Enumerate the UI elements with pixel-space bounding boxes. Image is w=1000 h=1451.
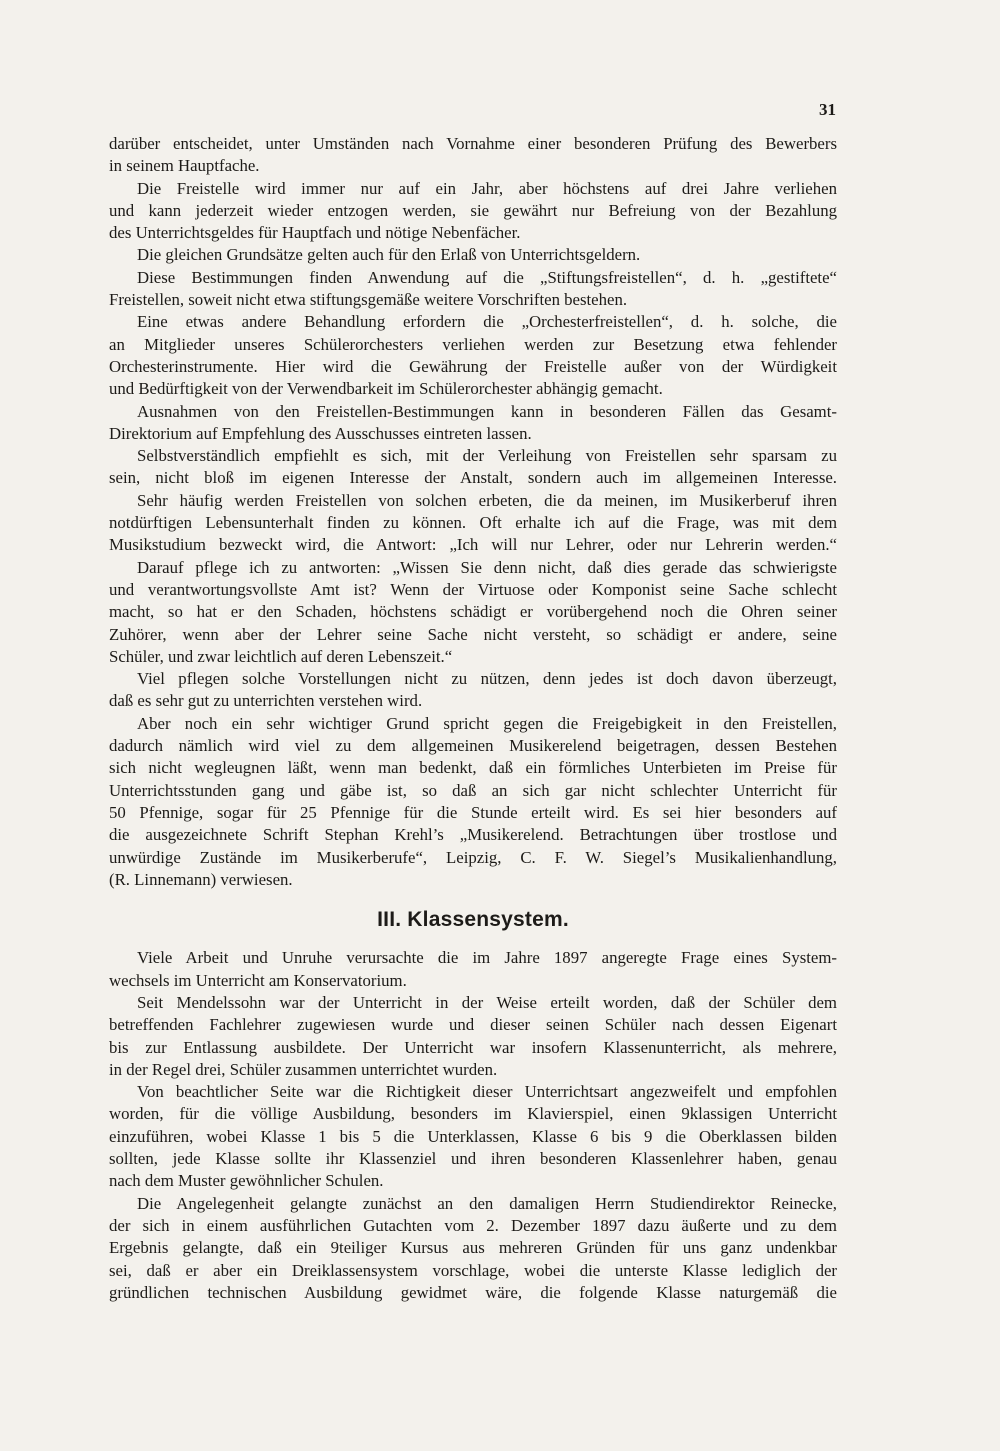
text-line: und Bedürftigkeit von der Verwendbarkeit im Schülerorchester abhängig gemacht. — [109, 379, 663, 399]
text-line: betreffenden Fachlehrer zugewiesen wurde und dieser seinen Schüler nach dessen Eigenart — [109, 1015, 837, 1035]
text-line: Ausnahmen von den Freistellen-Bestimmungen kann in besonderen Fällen das Gesamt- — [137, 401, 837, 421]
text-line: macht, so hat er den Schaden, höchstens schädigt er vorübergehend noch die Ohren seiner — [109, 602, 837, 622]
text-line: an Mitglieder unseres Schülerorchesters verliehen werden zur Besetzung etwa fehlender — [109, 334, 837, 354]
text-line: Selbstverständlich empfiehlt es sich, mit der Verleihung von Freistellen sehr sparsam zu — [137, 446, 837, 466]
text-line: gründlichen technischen Ausbildung gewidmet wäre, die folgende Klasse naturgemäß die — [109, 1282, 837, 1302]
text-line: nach dem Muster gewöhnlicher Schulen. — [109, 1171, 384, 1191]
text-line: Die Freistelle wird immer nur auf ein Jahr, aber höchstens auf drei Jahre verliehen — [137, 178, 837, 198]
text-line: in seinem Hauptfache. — [109, 156, 260, 176]
text-line: Unterrichtsstunden gang und gäbe ist, so daß an sich gar nicht schlechter Unterricht für — [109, 780, 837, 800]
text-section-freistellen — [109, 133, 837, 891]
text-line: einzuführen, wobei Klasse 1 bis 5 die Unterklassen, Klasse 6 bis 9 die Oberklassen bilden — [109, 1126, 837, 1146]
text-line: Freistellen, soweit nicht etwa stiftungsgemäße weitere Vorschriften bestehen. — [109, 290, 628, 310]
text-line: Musikstudium bezweckt wird, die Antwort: „Ich will nur Lehrer, oder nur Lehrerin werden.“ — [109, 535, 837, 555]
text-line: und kann jederzeit wieder entzogen werden, sie gewährt nur Befreiung von der Bezahlung — [109, 200, 837, 220]
text-line: darüber entscheidet, unter Umständen nach Vornahme einer besonderen Prüfung des Bewerbers — [109, 134, 837, 153]
text-line: worden, für die völlige Ausbildung, besonders im Klavierspiel, einen 9klassigen Unterricht — [109, 1104, 837, 1124]
text-line: wechsels im Unterricht am Konservatorium. — [109, 970, 407, 990]
text-line: Ergebnis gelangte, daß ein 9teiliger Kursus aus mehreren Gründen für uns ganz undenkbar — [109, 1238, 837, 1258]
text-section-klassensystem — [109, 947, 837, 1304]
text-line: Seit Mendelssohn war der Unterricht in der Weise erteilt worden, daß der Schüler dem — [137, 992, 837, 1012]
text-line: Von beachtlicher Seite war die Richtigkeit dieser Unterrichtsart angezweifelt und empfohlen — [137, 1082, 837, 1102]
text-line: 50 Pfennige, sogar für 25 Pfennige für die Stunde erteilt wird. Es sei hier besonders auf — [109, 802, 837, 822]
text-line: Eine etwas andere Behandlung erfordern die „Orchesterfreistellen“, d. h. solche, die — [137, 312, 837, 332]
text-line: der sich in einem ausführlichen Gutachten vom 2. Dezember 1897 dazu äußerte und zu dem — [109, 1215, 837, 1235]
text-line: Orchesterinstrumente. Hier wird die Gewährung der Freistelle außer von der Würdigkeit — [109, 356, 837, 376]
text-line: unwürdige Zustände im Musikerberufe“, Leipzig, C. F. W. Siegel’s Musikalienhandlung, — [109, 847, 837, 867]
text-line: notdürftigen Lebensunterhalt finden zu können. Oft erhalte ich auf die Frage, was mit dem — [109, 513, 837, 533]
section-heading: III. Klassensystem. — [377, 908, 569, 932]
text-line: Viel pflegen solche Vorstellungen nicht zu nützen, denn jedes ist doch davon überzeugt, — [137, 669, 837, 689]
text-line: Direktorium auf Empfehlung des Ausschusses eintreten lassen. — [109, 423, 532, 443]
text-line: (R. Linnemann) verwiesen. — [109, 869, 293, 889]
text-line: Die gleichen Grundsätze gelten auch für den Erlaß von Unterrichtsgeldern. — [137, 245, 641, 265]
text-line: Zuhörer, wenn aber der Lehrer seine Sache nicht versteht, so schädigt er andere, seine — [109, 624, 837, 644]
text-line: Schüler, und zwar leichtlich auf deren Lebenszeit.“ — [109, 646, 453, 666]
text-line: die ausgezeichnete Schrift Stephan Krehl’s „Musikerelend. Betrachtungen über trostlose und — [109, 825, 837, 845]
text-line: Darauf pflege ich zu antworten: „Wissen Sie denn nicht, daß dies gerade das schwierigste — [137, 557, 837, 577]
text-line: sollten, jede Klasse sollte ihr Klassenziel und ihren besonderen Klassenlehrer haben, genau — [109, 1149, 837, 1169]
text-line: Die Angelegenheit gelangte zunächst an den damaligen Herrn Studiendirektor Reinecke, — [137, 1193, 837, 1213]
body-text — [109, 133, 837, 1304]
text-line: dadurch nämlich wird viel zu dem allgemeinen Musikerelend beigetragen, dessen Bestehen — [109, 736, 837, 756]
text-line: Viele Arbeit und Unruhe verursachte die im Jahre 1897 angeregte Frage eines System- — [137, 948, 837, 968]
text-line: und verantwortungsvollste Amt ist? Wenn der Virtuose oder Komponist seine Sache schlecht — [109, 579, 837, 599]
text-line: Diese Bestimmungen finden Anwendung auf die „Stiftungsfreistellen“, d. h. „gestiftete“ — [137, 267, 837, 287]
text-line: sei, daß er aber ein Dreiklassensystem vorschlage, wobei die unterste Klasse lediglich der — [109, 1260, 837, 1280]
text-line: Sehr häufig werden Freistellen von solchen erbeten, die da meinen, im Musikerberuf ihren — [137, 490, 837, 510]
text-line: Aber noch ein sehr wichtiger Grund spricht gegen die Freigebigkeit in den Freistellen, — [137, 713, 837, 733]
text-line: in der Regel drei, Schüler zusammen unterrichtet wurden. — [109, 1059, 498, 1079]
page-number: 31 — [819, 100, 836, 119]
text-line: des Unterrichtsgeldes für Hauptfach und nötige Nebenfächer. — [109, 223, 521, 243]
text-line: bis zur Entlassung ausbildete. Der Unterricht war insofern Klassenunterricht, als mehrere, — [109, 1037, 837, 1057]
text-line: daß es sehr gut zu unterrichten verstehen wird. — [109, 691, 423, 711]
text-line: sein, nicht bloß im eigenen Interesse der Anstalt, sondern auch im allgemeinen Interesse. — [109, 468, 837, 488]
text-line: sich nicht wegleugnen läßt, wenn man bedenkt, daß ein förmliches Unterbieten im Preise für — [109, 758, 837, 778]
